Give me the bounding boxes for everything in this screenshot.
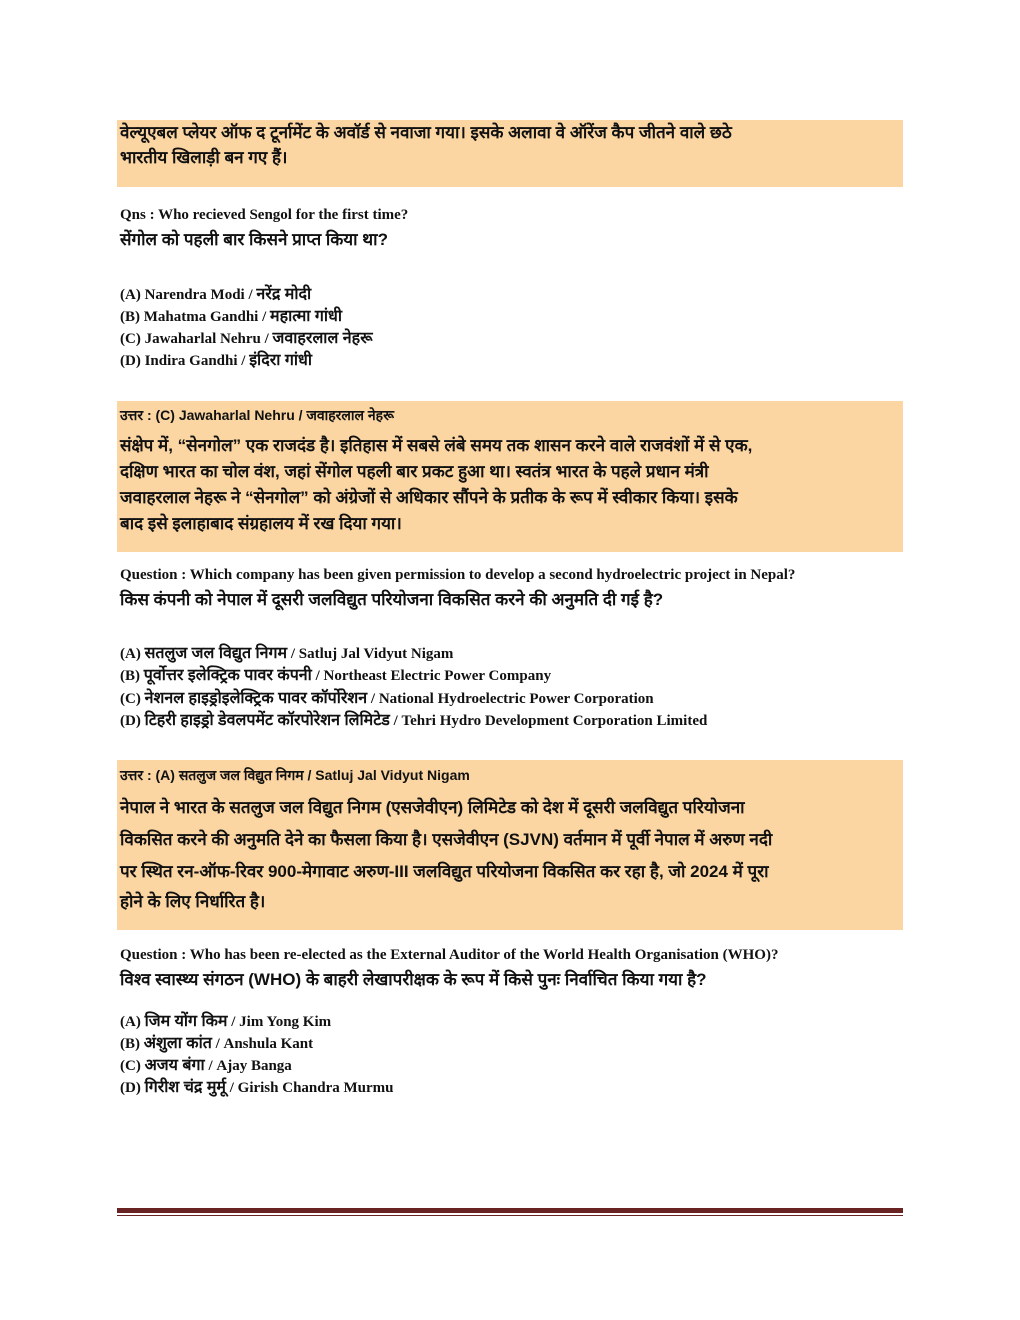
question-hindi: सेंगोल को पहली बार किसने प्राप्त किया था? xyxy=(120,230,388,249)
option-c xyxy=(120,326,373,348)
explanation-line: भारतीय खिलाड़ी बन गए हैं। xyxy=(120,148,288,167)
option-label: (A) Narendra Modi / xyxy=(120,287,257,303)
option-hindi: पूर्वोत्तर इलेक्ट्रिक पावर कंपनी xyxy=(143,667,312,684)
option-label: (D) xyxy=(120,1080,145,1096)
footer-rule xyxy=(117,1208,903,1213)
option-hindi: अजय बंगा xyxy=(144,1057,205,1074)
option-hindi: जवाहरलाल नेहरू xyxy=(272,330,373,347)
question-hindi: किस कंपनी को नेपाल में दूसरी जलविद्युत परियोजना विकसित करने की अनुमति दी गई है? xyxy=(120,590,664,609)
option-hindi: जिम योंग किम xyxy=(144,1013,228,1030)
option-label: (D) xyxy=(120,713,145,729)
option-hindi: महात्मा गांधी xyxy=(270,308,343,325)
answer-header: उत्तर : (C) Jawaharlal Nehru / जवाहरलाल नेहरू xyxy=(120,407,394,423)
option-label: (B) xyxy=(120,668,144,684)
option-english: / Ajay Banga xyxy=(204,1058,292,1074)
question-english: Qns : Who recieved Sengol for the first time? xyxy=(120,207,409,223)
option-english: / National Hydroelectric Power Corporation xyxy=(367,691,654,707)
option-label: (C) xyxy=(120,691,145,707)
option-a xyxy=(120,1009,331,1031)
option-label: (B) Mahatma Gandhi / xyxy=(120,309,271,325)
option-label: (D) Indira Gandhi / xyxy=(120,353,250,369)
option-english: / Northeast Electric Power Company xyxy=(311,668,552,684)
footer-rule-thin xyxy=(117,1215,903,1216)
option-label: (C) Jawaharlal Nehru / xyxy=(120,331,273,347)
option-hindi: टिहरी हाइड्रो डेवलपमेंट कॉरपोरेशन लिमिटेड xyxy=(144,712,390,729)
option-d xyxy=(120,708,707,730)
question-hindi: विश्व स्वास्थ्य संगठन (WHO) के बाहरी लेखापरीक्षक के रूप में किसे पुनः निर्वाचित किया गया है? xyxy=(120,970,707,989)
explanation-line: होने के लिए निर्धारित है। xyxy=(120,892,266,911)
option-hindi: गिरीश चंद्र मुर्मू xyxy=(144,1079,226,1096)
option-d xyxy=(120,348,312,370)
explanation-line: विकसित करने की अनुमति देने का फैसला किया है। एसजेवीएन (SJVN) वर्तमान में पूर्वी नेपाल में अरुण नदी xyxy=(120,830,773,849)
option-english: / Anshula Kant xyxy=(211,1036,314,1052)
option-english: / Tehri Hydro Development Corporation Limited xyxy=(389,713,708,729)
question-english: Question : Who has been re-elected as the External Auditor of the World Health Organisation (WHO)? xyxy=(120,947,779,963)
explanation-line: संक्षेप में, “सेनगोल” एक राजदंड है। इतिहास में सबसे लंबे समय तक शासन करने वाले राजवंशों में से एक, xyxy=(120,436,753,455)
option-english: / Girish Chandra Murmu xyxy=(225,1080,394,1096)
explanation-line: वेल्यूएबल प्लेयर ऑफ द टूर्नामेंट के अवॉर्ड से नवाजा गया। इसके अलावा वे ऑरेंज कैप जीतने वाले छठे xyxy=(120,123,732,142)
option-hindi: अंशुला कांत xyxy=(143,1035,212,1052)
explanation-line: जवाहरलाल नेहरू ने “सेनगोल” को अंग्रेजों से अधिकार सौंपने के प्रतीक के रूप में स्वीकार किया। इसके xyxy=(120,488,738,507)
option-english: / Satluj Jal Vidyut Nigam xyxy=(287,646,454,662)
option-a xyxy=(120,641,453,663)
option-hindi: नरेंद्र मोदी xyxy=(256,286,312,303)
question-english: Question : Which company has been given permission to develop a second hydroelectric project in Nepal? xyxy=(120,567,796,583)
option-b xyxy=(120,304,342,326)
option-d xyxy=(120,1075,394,1097)
option-label: (C) xyxy=(120,1058,145,1074)
option-a xyxy=(120,282,311,304)
option-label: (B) xyxy=(120,1036,144,1052)
option-hindi: इंदिरा गांधी xyxy=(249,352,312,369)
option-c xyxy=(120,1053,292,1075)
option-hindi: नेशनल हाइड्रोइलेक्ट्रिक पावर कॉर्पोरेशन xyxy=(144,690,368,707)
explanation-line: दक्षिण भारत का चोल वंश, जहां सेंगोल पहली बार प्रकट हुआ था। स्वतंत्र भारत के पहले प्रधान मंत्री xyxy=(120,462,709,481)
option-b xyxy=(120,663,551,685)
answer-header: उत्तर : (A) सतलुज जल विद्युत निगम / Satluj Jal Vidyut Nigam xyxy=(120,767,470,783)
option-c xyxy=(120,686,654,708)
option-english: / Jim Yong Kim xyxy=(227,1014,332,1030)
option-label: (A) xyxy=(120,1014,145,1030)
explanation-line: नेपाल ने भारत के सतलुज जल विद्युत निगम (एसजेवीएन) लिमिटेड को देश में दूसरी जलविद्युत परियोजना xyxy=(120,798,745,817)
explanation-line: पर स्थित रन-ऑफ-रिवर 900-मेगावाट अरुण-III जलविद्युत परियोजना विकसित कर रहा है, जो 2024 में पूरा xyxy=(120,862,769,881)
option-label: (A) xyxy=(120,646,145,662)
option-b xyxy=(120,1031,313,1053)
explanation-line: बाद इसे इलाहाबाद संग्रहालय में रख दिया गया। xyxy=(120,514,402,533)
option-hindi: सतलुज जल विद्युत निगम xyxy=(144,645,288,662)
